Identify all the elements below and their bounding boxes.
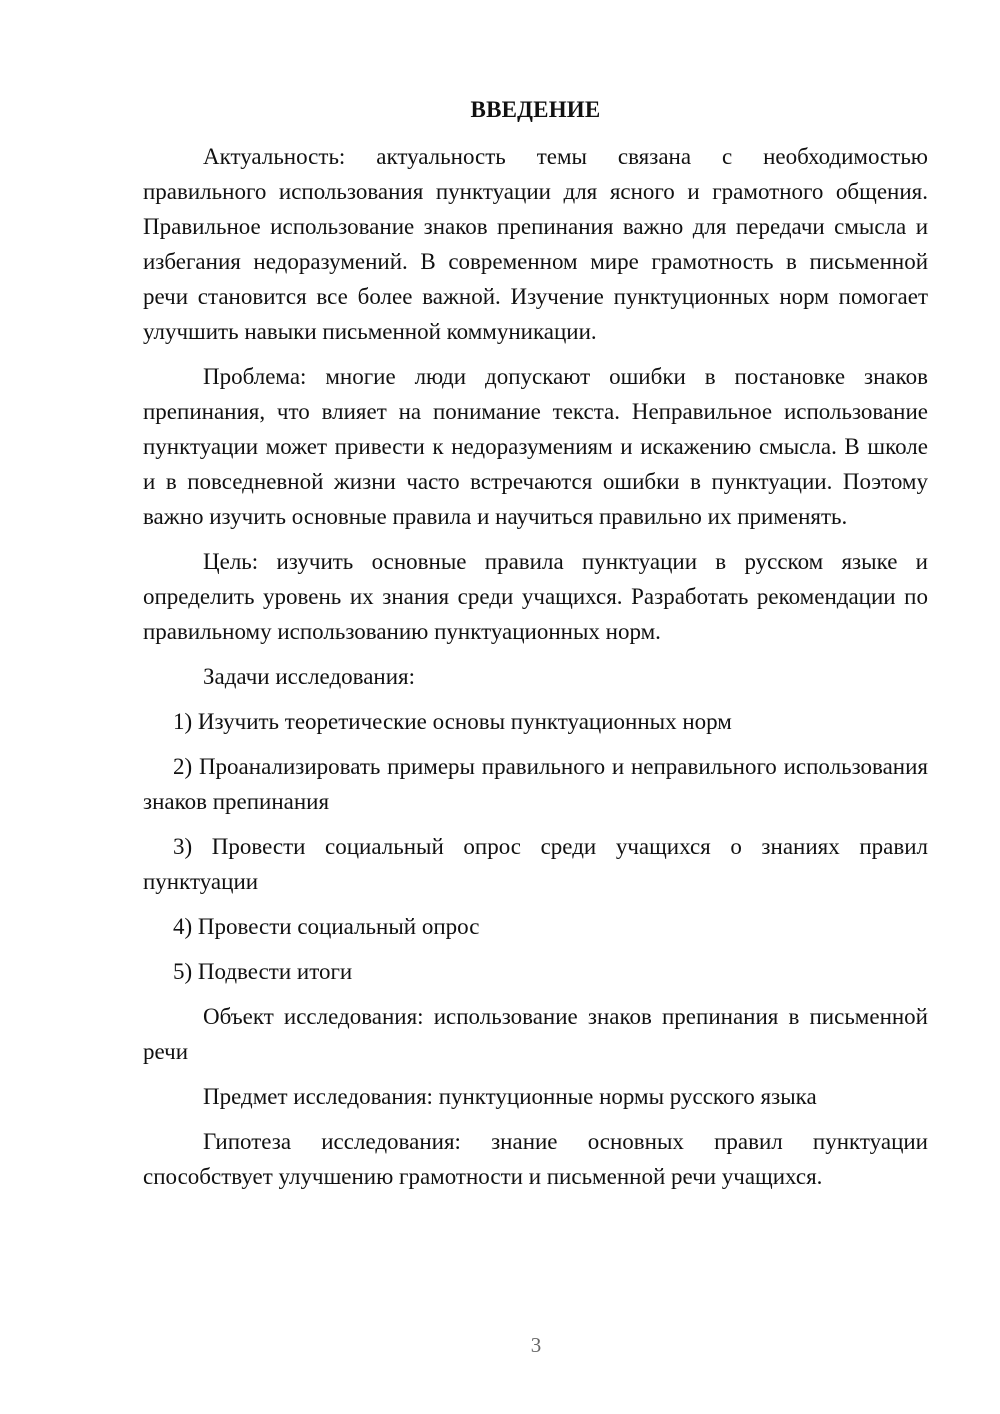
paragraph-relevance: Актуальность: актуальность темы связана с необходимостью правильного использования пунктуации для ясного и грамотного общения. Правильное использование знаков препинания важно для передачи смысла и избегания недоразумений. В современном мире грамотность в письменной речи становится все более важной. Изучение пунктуционных норм помогает улучшить навыки письменной коммуникации. — [143, 144, 928, 344]
paragraph-goal: Цель: изучить основные правила пунктуации в русском языке и определить уровень их знания среди учащихся. Разработать рекомендации по правильному использованию пунктуационных норм. — [143, 549, 928, 644]
task-item-1: 1) Изучить теоретические основы пунктуационных норм — [173, 709, 732, 734]
paragraph-subject: Предмет исследования: пунктуционные нормы русского языка — [203, 1084, 817, 1109]
paragraph-tasks-heading: Задачи исследования: — [203, 664, 416, 689]
document-page — [143, 92, 928, 1204]
page-number: 3 — [530, 1333, 542, 1357]
paragraph-problem: Проблема: многие люди допускают ошибки в постановке знаков препинания, что влияет на понимание текста. Неправильное использование пунктуации может привести к недоразумениям и искажению смысла. В школе и в повседневной жизни часто встречаются ошибки в пунктуации. Поэтому важно изучить основные правила и научиться правильно их применять. — [143, 364, 928, 529]
task-item-2: 2) Проанализировать примеры правильного и неправильного использования знаков препинания — [143, 754, 928, 814]
paragraph-hypothesis: Гипотеза исследования: знание основных правил пунктуации способствует улучшению грамотности и письменной речи учащихся. — [143, 1129, 928, 1189]
page-title: ВВЕДЕНИЕ — [470, 97, 601, 122]
task-item-4: 4) Провести социальный опрос — [173, 914, 480, 939]
task-item-5: 5) Подвести итоги — [173, 959, 353, 984]
task-item-3: 3) Провести социальный опрос среди учащихся о знаниях правил пунктуации — [143, 834, 928, 894]
paragraph-object: Объект исследования: использование знаков препинания в письменной речи — [143, 1004, 928, 1064]
